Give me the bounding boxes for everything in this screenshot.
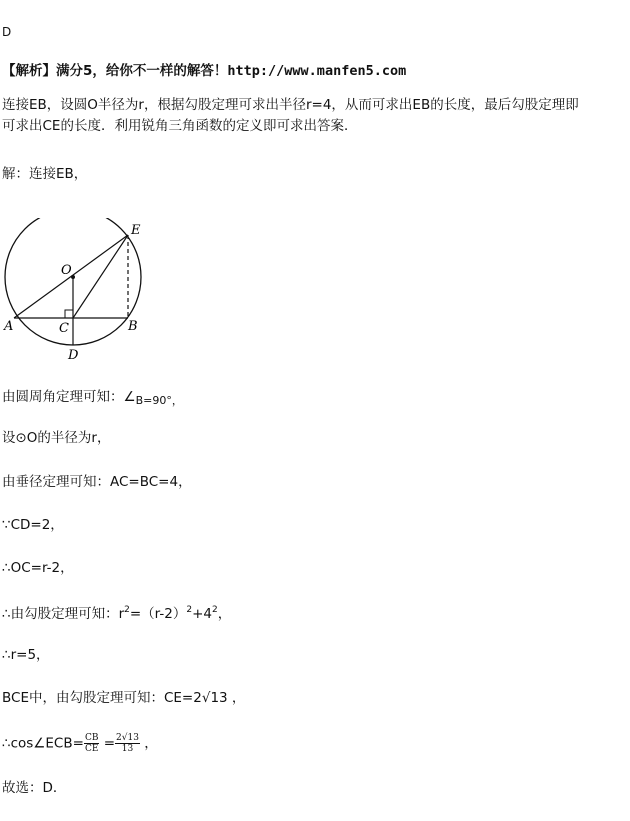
- solution-step-8: ∴r=5，: [2, 647, 50, 663]
- label-e: E: [131, 223, 141, 238]
- label-d: D: [68, 348, 79, 363]
- step-7-end: ，: [217, 606, 232, 622]
- summary-line-2: 可求出CE的长度．利用锐角三角函数的定义即可求出答案．: [2, 118, 358, 134]
- analysis-header: [2, 61, 406, 81]
- step-10-text: ∴cos∠ECB=: [2, 735, 84, 752]
- step-2-angle: B=90°，: [135, 394, 183, 407]
- solution-step-2: [2, 387, 183, 411]
- solution-step-10: [2, 733, 158, 754]
- step-2-text: 由圆周角定理可知：∠: [2, 389, 136, 405]
- summary-line-1: 连接EB，设圆O半径为r，根据勾股定理可求出半径r=4，从而可求出EB的长度，最后勾股定理即: [2, 97, 579, 113]
- source-url[interactable]: http://www.manfen5.com: [227, 63, 407, 79]
- step-10-equals: =: [103, 735, 116, 752]
- final-answer: 故选：D．: [2, 780, 67, 796]
- solution-step-7: [2, 600, 231, 624]
- fraction-result: [115, 733, 140, 754]
- solution-step-6: ∴OC=r-2，: [2, 560, 74, 576]
- solution-step-9: BCE中，由勾股定理可知：CE=2√13 ，: [2, 690, 246, 706]
- label-a: A: [4, 319, 14, 334]
- answer-letter: D: [2, 25, 12, 39]
- segment-ce: [73, 235, 128, 318]
- fraction-1-denominator: CE: [84, 744, 99, 754]
- step-10-end: ，: [144, 735, 158, 752]
- circle-diagram: [0, 218, 160, 368]
- step-7-plus: +4: [192, 606, 212, 622]
- solution-step-4: 由垂径定理可知：AC=BC=4，: [2, 474, 192, 490]
- step-7-exp-2: 2: [186, 605, 193, 615]
- solution-step-5: ∵CD=2，: [2, 517, 64, 533]
- step-7-exp-1: 2: [124, 605, 130, 615]
- fraction-2-denominator: 13: [121, 744, 134, 754]
- fraction-1-numerator: CB: [84, 733, 99, 743]
- step-7-exp-3: 2: [211, 605, 218, 615]
- label-o: O: [61, 263, 72, 278]
- fraction-2-numerator: 2√13: [116, 733, 139, 743]
- fraction-cb-ce: [84, 733, 100, 754]
- step-7-mid: =（r-2）: [129, 606, 187, 622]
- solution-step-3: 设⊙O的半径为r，: [2, 430, 111, 446]
- label-b: B: [128, 319, 138, 334]
- step-7-text: ∴由勾股定理可知：r: [2, 606, 125, 622]
- solution-step-1: 解：连接EB，: [2, 166, 88, 182]
- analysis-label: 【解析】满分5，给你不一样的解答！: [2, 63, 228, 79]
- right-angle-mark: [65, 310, 73, 318]
- label-c: C: [59, 321, 69, 336]
